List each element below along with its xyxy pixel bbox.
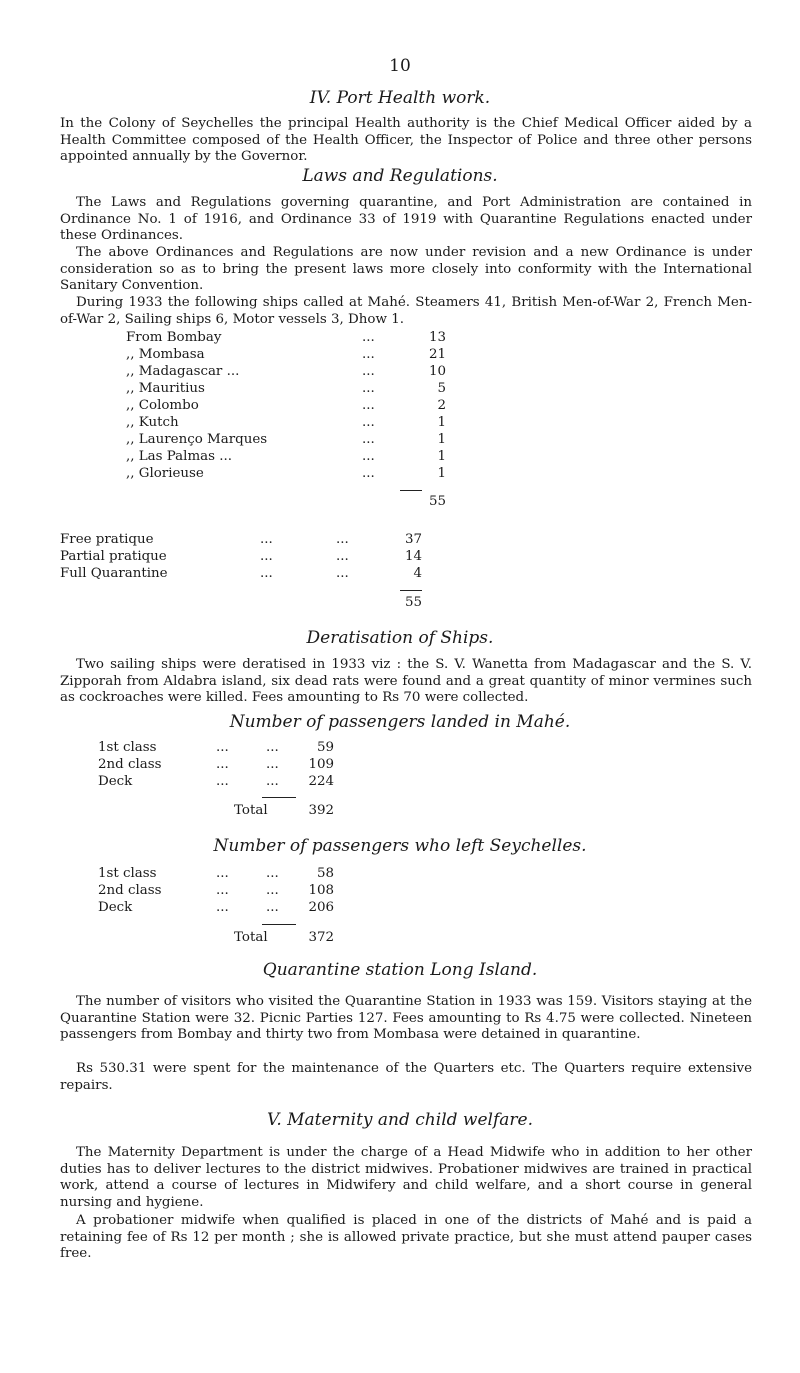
port-count: 5 <box>437 381 446 396</box>
laws-paragraph-3: During 1933 the following ships called at Mahé. Steamers 41, British Men-of-War 2, French Men-of-War 2, Sailing ships 6, Motor vessels 3, Dhow 1. <box>60 295 752 327</box>
ports-total: 55 <box>428 494 446 509</box>
pratique-count: 37 <box>404 532 422 547</box>
pratique-total: 55 <box>404 595 422 610</box>
port-count: 10 <box>428 364 446 379</box>
deratisation-heading: Deratisation of Ships. <box>306 628 494 648</box>
port-label: ,, Laurenço Marques <box>126 432 268 447</box>
port-label: ,, Glorieuse <box>126 466 204 481</box>
landed-heading: Number of passengers landed in Mahé. <box>229 712 571 732</box>
total-label: Total <box>234 803 268 818</box>
left-total: 372 <box>308 930 334 945</box>
sum-rule <box>262 797 296 798</box>
port-label: From Bombay <box>126 330 222 345</box>
sum-rule <box>262 924 296 925</box>
maternity-heading: V. Maternity and child welfare. <box>267 1110 533 1130</box>
sum-rule <box>400 490 422 491</box>
maternity-paragraph-2: A probationer midwife when qualified is placed in one of the districts of Mahé and is paid a retaining fee of Rs 12 per month ; she is allowed private practice, but she must attend pauper cases free. <box>60 1213 752 1261</box>
sum-rule <box>400 590 422 591</box>
document-page: 10 IV. Port Health work. In the Colony of Seychelles the principal Health authority is the Chief Medical Officer aided by a Health Committee composed of the Health Officer, the Inspector of Police and three other persons appointed annually by the Governor. Laws and Regulations. The Laws and Regulations governing quarantine, and Port Administration are contained in Ordinance No. 1 of 1916, and Ordinance 33 of 1919 with Quarantine Regulations enacted under these Ordinances. The above Ordinances and Regulations are now under revision and a new Ordinance is under consideration so as to bring the present laws more closely into conformity with the International Sanitary Convention. During 1933 the following ships called at Mahé. Steamers 41, British Men-of-War 2, French Men-of-War 2, Sailing ships 6, Motor vessels 3, Dhow 1. From Bombay ... 13 ,, Mombasa ... 21 ,, Madagascar ... ... 10 ,, Mauritius ... 5 ,, Colombo ... 2 ,, Kutch ... 1 ,, Laurenço Marques ... 1 ,, Las Palmas ... ... 1 ,, Glorieuse ... 1 55 Free pratique ... ... 37 Partial pratique ... ... 14 Full Quarantine ... ... 4 55 Deratisation of Ships. Two sailing ships were deratised in 1933 viz : the S. V. Wanetta from Madagascar and the S. V. Zipporah from Aldabra island, six dead rats were found and a great quantity of minor vermines such as cockroaches were killed. Fees amounting to Rs 70 were collected. Number of passengers landed in Mahé. 1st class ... ... 59 2nd class ... ... 109 Deck ... ... 224 Total 392 Number of passengers who left Seychelles. 1st class ... ... 58 2nd class ... ... 108 Deck ... ... 206 Total 372 Quarantine station Long Island. The number of visitors who visited the Quarantine Station in 1933 was 159. Visitors staying at the Quarantine Station were 32. Picnic Parties 127. Fees amounting to Rs 4.75 were collected. Nineteen passengers from Bombay and thirty two from Mombasa were detained in quarantine. Rs 530.31 were spent for the maintenance of the Quarters etc. The Quarters require extensive repairs. V. Maternity and child welfare. The Maternity Department is under the charge of a Head Midwife who in addition to her other duties has to deliver lectures to the district midwives. Probationer midwives are trained in practical work, attend a course of lectures in Midwifery and child welfare, and a short course in general nursing and hygiene. A probationer midwife when qualified is placed in one of the districts of Mahé and is paid a retaining fee of Rs 12 per month ; she is allowed private practice, but she must attend pauper cases free. <box>0 0 800 1373</box>
port-label: ,, Mombasa <box>126 347 205 362</box>
pratique-count: 14 <box>404 549 422 564</box>
port-label: ,, Las Palmas ... <box>126 449 233 464</box>
port-label: ,, Colombo <box>126 398 199 413</box>
left-heading: Number of passengers who left Seychelles. <box>213 836 587 856</box>
pratique-label: Free pratique <box>60 532 154 547</box>
laws-paragraph-1: The Laws and Regulations governing quarantine, and Port Administration are contained in Ordinance No. 1 of 1916, and Ordinance 33 of 1919 with Quarantine Regulations enacted under these Ordinances. <box>60 195 752 243</box>
section-iv-intro: In the Colony of Seychelles the principal Health authority is the Chief Medical Officer aided by a Health Committee composed of the Health Officer, the Inspector of Police and three other persons appointed annually by the Governor. <box>60 116 752 164</box>
port-count: 1 <box>437 432 446 447</box>
pratique-label: Partial pratique <box>60 549 167 564</box>
port-label: ,, Kutch <box>126 415 179 430</box>
port-label: ,, Mauritius <box>126 381 205 396</box>
port-count: 1 <box>437 466 446 481</box>
port-count: 2 <box>437 398 446 413</box>
pratique-label: Full Quarantine <box>60 566 168 581</box>
quarantine-heading: Quarantine station Long Island. <box>262 960 538 980</box>
section-iv-heading: IV. Port Health work. <box>309 88 491 108</box>
laws-heading: Laws and Regulations. <box>302 166 498 186</box>
port-count: 13 <box>428 330 446 345</box>
quarantine-paragraph-2: Rs 530.31 were spent for the maintenance of the Quarters etc. The Quarters require extensive repairs. <box>60 1061 752 1093</box>
pratique-count: 4 <box>413 566 422 581</box>
port-count: 1 <box>437 449 446 464</box>
landed-total: 392 <box>308 803 334 818</box>
deratisation-paragraph: Two sailing ships were deratised in 1933 viz : the S. V. Wanetta from Madagascar and the S. V. Zipporah from Aldabra island, six dead rats were found and a great quantity of minor vermines such as cockroaches were killed. Fees amounting to Rs 70 were collected. <box>60 657 752 705</box>
port-label: ,, Madagascar ... <box>126 364 240 379</box>
total-label: Total <box>234 930 268 945</box>
laws-paragraph-2: The above Ordinances and Regulations are now under revision and a new Ordinance is under consideration so as to bring the present laws more closely into conformity with the International Sanitary Convention. <box>60 245 752 293</box>
port-count: 21 <box>428 347 446 362</box>
port-count: 1 <box>437 415 446 430</box>
maternity-paragraph-1: The Maternity Department is under the charge of a Head Midwife who in addition to her other duties has to deliver lectures to the district midwives. Probationer midwives are trained in practical work, attend a course of lectures in Midwifery and child welfare, and a short course in general nursing and hygiene. <box>60 1145 752 1210</box>
page-number: 10 <box>389 56 411 76</box>
quarantine-paragraph-1: The number of visitors who visited the Quarantine Station in 1933 was 159. Visitors staying at the Quarantine Station were 32. Picnic Parties 127. Fees amounting to Rs 4.75 were collected. Nineteen passengers from Bombay and thirty two from Mombasa were detained in quarantine. <box>60 994 752 1042</box>
